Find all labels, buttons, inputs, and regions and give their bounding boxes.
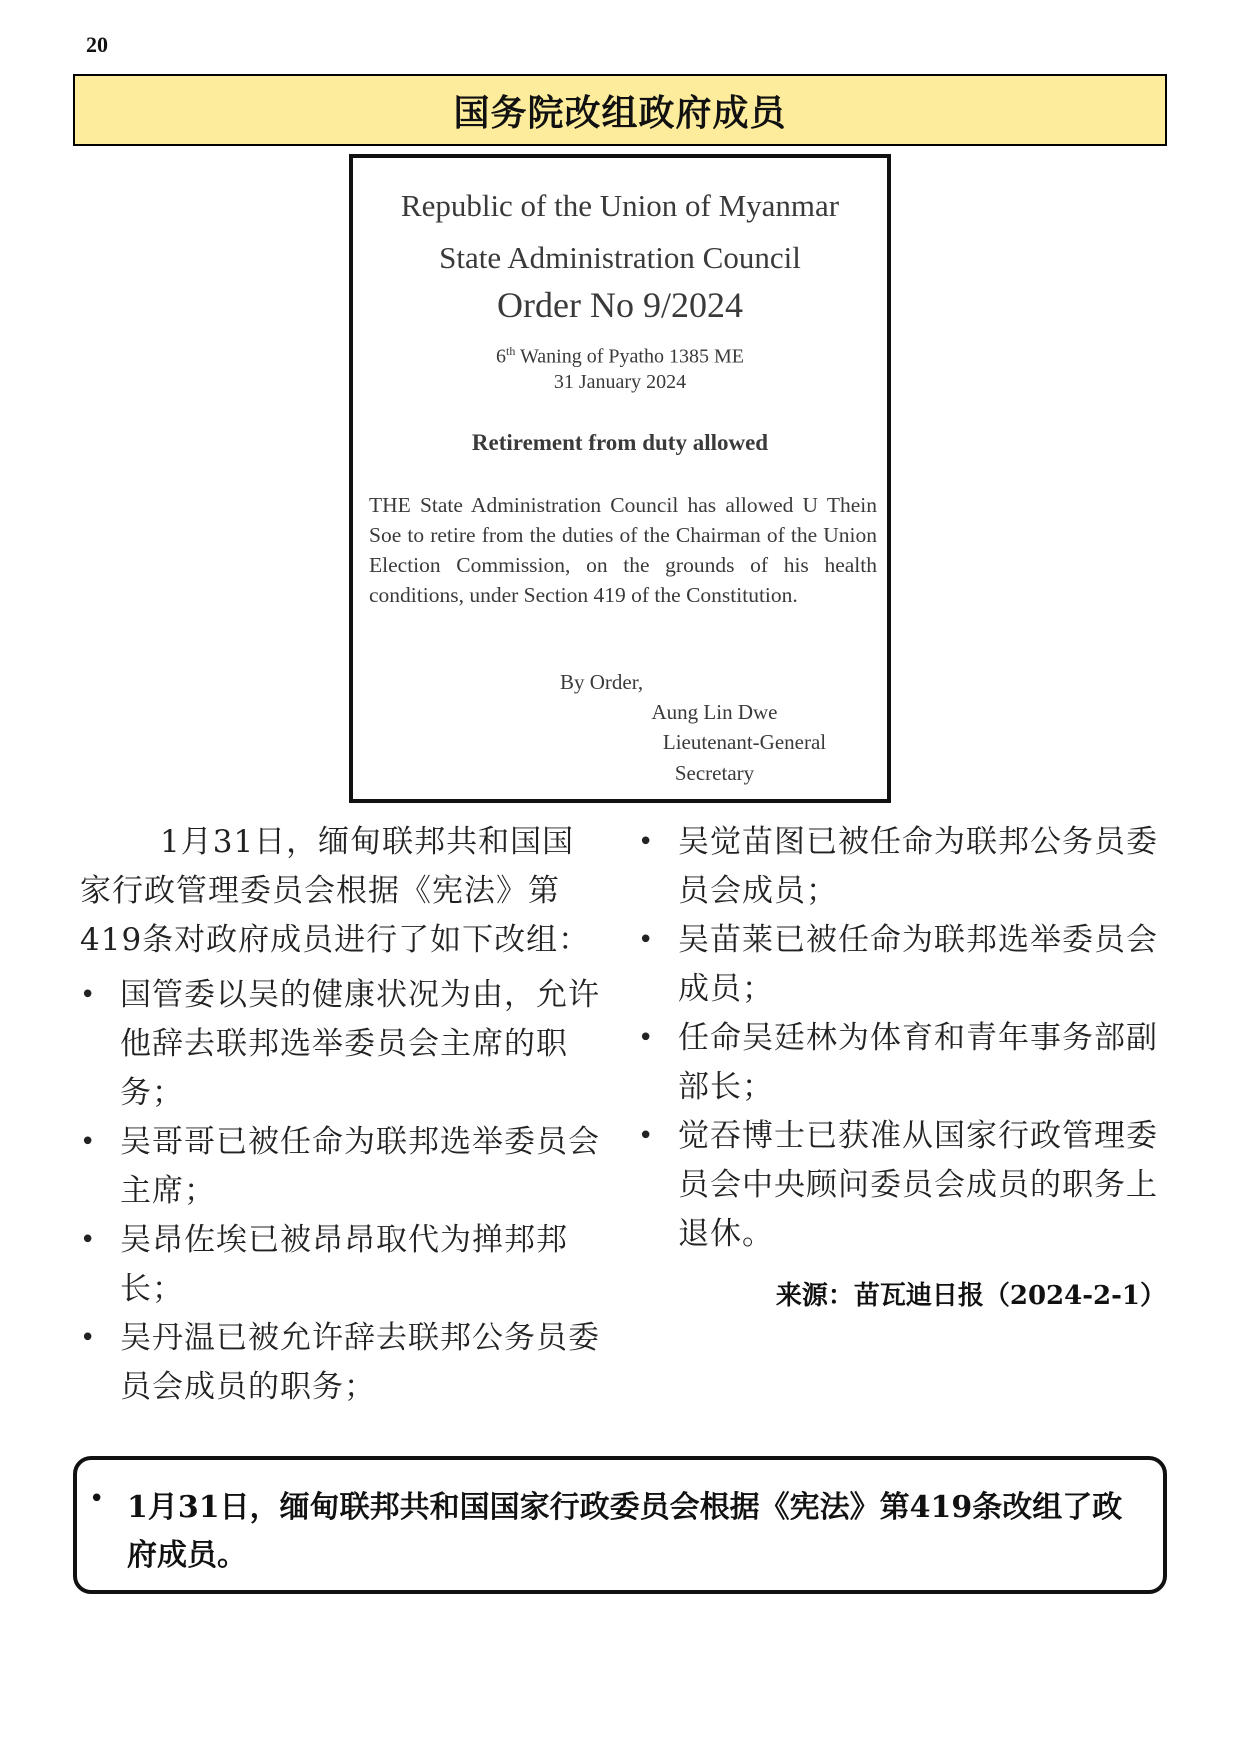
list-item: • 国管委以吴的健康状况为由，允许他辞去联邦选举委员会主席的职务； bbox=[80, 971, 600, 1118]
article-source: 来源：苗瓦迪日报（2024-2-1） bbox=[775, 1281, 1166, 1311]
order-date-day: 6 bbox=[496, 345, 507, 368]
order-date-sup: th bbox=[506, 344, 516, 358]
order-rank: Lieutenant-General bbox=[662, 730, 827, 754]
order-number: Order No 9/2024 bbox=[497, 285, 743, 325]
page-title: 国务院改组政府成员 bbox=[453, 92, 787, 134]
order-position: Secretary bbox=[674, 761, 755, 785]
order-republic: Republic of the Union of Myanmar bbox=[400, 188, 840, 223]
bullet-icon: • bbox=[89, 1484, 105, 1514]
list-item: • 吴哥哥已被任命为联邦选举委员会主席； bbox=[80, 1118, 600, 1216]
summary-text: 1月31日，缅甸联邦共和国国家行政委员会根据《宪法》第419条改组了政府成员。 bbox=[127, 1490, 1123, 1573]
article-intro: 1月31日，缅甸联邦共和国国家行政管理委员会根据《宪法》第419条对政府成员进行了如下改组： bbox=[80, 824, 591, 958]
order-heading: Retirement from duty allowed bbox=[471, 430, 769, 455]
order-date-rest: Waning of Pyatho 1385 ME bbox=[515, 345, 744, 368]
left-bullet-list bbox=[80, 971, 600, 1412]
page-number: 20 bbox=[86, 32, 108, 57]
order-date-myanmar bbox=[353, 344, 887, 369]
article-left-column bbox=[80, 818, 600, 1412]
order-body: THE State Administration Council has allowed U Thein Soe to retire from the duties of the Chairman of the Union Election Commission, on the grounds of his health conditions, under Section 419 of the Constitution. bbox=[369, 493, 877, 607]
order-council: State Administration Council bbox=[439, 240, 801, 275]
order-by-order: By Order, bbox=[560, 670, 644, 694]
article-right-column bbox=[638, 818, 1168, 1259]
list-item: • 觉吞博士已获准从国家行政管理委员会中央顾问委员会成员的职务上退休。 bbox=[638, 1112, 1168, 1259]
right-bullet-list bbox=[638, 818, 1168, 1259]
list-item: • 任命吴廷林为体育和青年事务部副部长； bbox=[638, 1014, 1168, 1112]
order-date-gregorian: 31 January 2024 bbox=[553, 371, 687, 393]
list-item: • 吴苗莱已被任命为联邦选举委员会成员； bbox=[638, 916, 1168, 1014]
order-signatory: Aung Lin Dwe bbox=[651, 700, 778, 724]
order-document-image bbox=[349, 154, 891, 803]
summary-box bbox=[73, 1456, 1167, 1594]
title-banner bbox=[73, 74, 1167, 146]
list-item: • 吴昂佐埃已被昂昂取代为掸邦邦长； bbox=[80, 1216, 600, 1314]
list-item: • 吴觉苗图已被任命为联邦公务员委员会成员； bbox=[638, 818, 1168, 916]
list-item: • 吴丹温已被允许辞去联邦公务员委员会成员的职务； bbox=[80, 1314, 600, 1412]
